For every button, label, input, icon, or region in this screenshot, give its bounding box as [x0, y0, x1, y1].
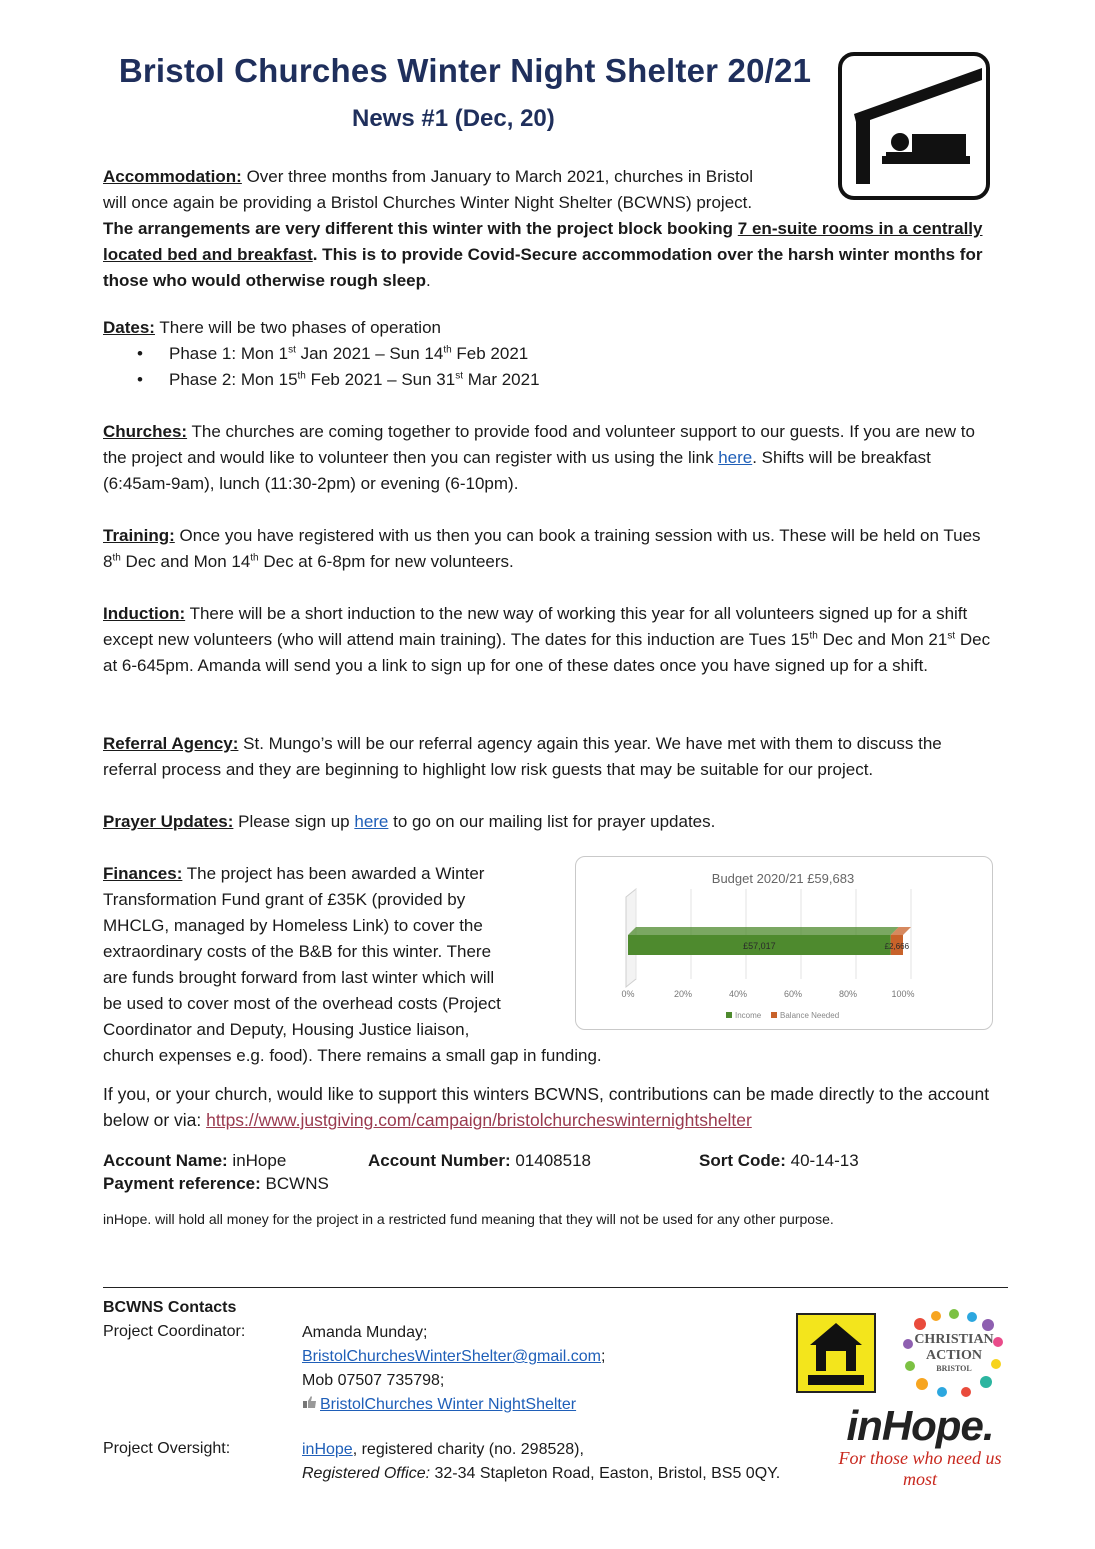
- inhope-link[interactable]: inHope: [302, 1441, 353, 1458]
- account-name: [103, 1151, 286, 1171]
- finances-line: are funds brought forward from last winter which will: [103, 968, 495, 987]
- bullet: •: [137, 370, 143, 389]
- phase-2-text: Feb 2021 – Sun 31: [305, 370, 456, 389]
- churches-text-1: The churches are coming together to provide food and volunteer support to our guests. If you are new to the project and would like to volunteer then you can register with us using the link: [103, 422, 975, 467]
- justgiving-link[interactable]: https://www.justgiving.com/campaign/bristolchurcheswinternightshelter: [206, 1110, 752, 1130]
- prayer-text-2: to go on our mailing list for prayer updates.: [388, 812, 716, 831]
- training-text: Dec and Mon 14: [120, 552, 251, 571]
- training-heading: Training:: [103, 526, 175, 545]
- facebook-like-icon: [302, 1393, 320, 1417]
- email-end: ;: [601, 1348, 606, 1365]
- fund-note: inHope. will hold all money for the project in a restricted fund meaning that they will not be used for any other purpose.: [103, 1211, 834, 1227]
- accommodation-arrangements: [103, 216, 993, 294]
- legend-swatch-0: [726, 1012, 732, 1018]
- induction-text: Dec and Mon 21: [817, 630, 948, 649]
- inhope-logo: [825, 1402, 1015, 1490]
- prayer-signup-link[interactable]: here: [354, 812, 389, 831]
- sort-code-value: 40-14-13: [785, 1151, 859, 1170]
- prayer-heading: Prayer Updates:: [103, 812, 234, 831]
- induction-section: [103, 601, 993, 679]
- dates-intro: There will be two phases of operation: [154, 318, 441, 337]
- budget-chart: [575, 856, 993, 1030]
- accommodation-text-1: Over three months from January to March 2021, churches in Bristol: [241, 167, 754, 186]
- finances-line: The project has been awarded a Winter: [182, 864, 485, 883]
- finances-line: Transformation Fund grant of £35K (provided by: [103, 890, 466, 909]
- bed-shelter-icon: [838, 52, 990, 200]
- superscript: th: [297, 370, 306, 382]
- x-tick-label: 60%: [783, 989, 803, 999]
- legend-label-0: Income: [735, 1011, 762, 1020]
- inhope-tagline: For those who need us most: [838, 1448, 1002, 1489]
- payment-reference-value: BCWNS: [260, 1174, 329, 1193]
- accommodation-bold-1: The arrangements are very different this winter with the project block booking: [103, 219, 738, 238]
- oversight-details: [302, 1438, 780, 1486]
- superscript: st: [947, 630, 956, 642]
- x-tick-label: 80%: [838, 989, 858, 999]
- coordinator-mobile: Mob 07507 735798;: [302, 1372, 445, 1389]
- divider: [103, 1287, 1008, 1288]
- coordinator-label: Project Coordinator:: [103, 1323, 246, 1340]
- x-tick-label: 40%: [728, 989, 748, 999]
- legend-swatch-1: [771, 1012, 777, 1018]
- office-label: Registered Office:: [302, 1465, 431, 1482]
- x-tick-label: 100%: [891, 989, 915, 999]
- oversight-text: , registered charity (no. 298528),: [352, 1441, 584, 1458]
- bar-label-0: £57,017: [743, 941, 776, 951]
- sort-code-label: Sort Code:: [699, 1151, 786, 1170]
- payment-reference: [103, 1174, 329, 1194]
- page-subtitle: News #1 (Dec, 20): [352, 105, 555, 132]
- inhope-logo-name: inHope.: [846, 1402, 994, 1449]
- accommodation-text-2: will once again be providing a Bristol Churches Winter Night Shelter (BCWNS) project.: [103, 193, 753, 212]
- account-name-label: Account Name:: [103, 1151, 228, 1170]
- induction-text: There will be a short induction to the new way of working this year for all volunteers signed up for a shift except new volunteers (who will attend main training). The dates for this induction are Tues 15: [103, 604, 968, 649]
- phase-1-text: Phase 1: Mon 1: [169, 344, 289, 363]
- finances-line: Coordinator and Deputy, Housing Justice liaison,: [103, 1020, 470, 1039]
- facebook-page-link[interactable]: BristolChurches Winter NightShelter: [320, 1396, 577, 1414]
- bullet: •: [137, 344, 143, 363]
- finances-line: extraordinary costs of the B&B for this winter. There: [103, 942, 492, 961]
- list-item: [103, 341, 993, 367]
- phase-1-text: Feb 2021: [451, 344, 529, 363]
- christian-action-bristol-logo: [900, 1308, 1008, 1400]
- dates-heading: Dates:: [103, 318, 155, 337]
- page-title: Bristol Churches Winter Night Shelter 20/21: [118, 52, 812, 89]
- coordinator-name: Amanda Munday;: [302, 1324, 428, 1341]
- sort-code: [699, 1151, 859, 1171]
- christian-action-text: CHRISTIAN: [914, 1332, 994, 1347]
- superscript: st: [455, 370, 463, 382]
- office-address: 32-34 Stapleton Road, Easton, Bristol, BS5 0QY.: [430, 1465, 781, 1482]
- bar-label-1: £2,666: [884, 942, 910, 951]
- account-number-value: 01408518: [510, 1151, 591, 1170]
- chart-title: Budget 2020/21 £59,683: [711, 871, 855, 886]
- finances-line: MHCLG, managed by Homeless Link) to cover the: [103, 916, 483, 935]
- x-tick-label: 20%: [673, 989, 693, 999]
- oversight-label: Project Oversight:: [103, 1440, 231, 1457]
- referral-text: St. Mungo’s will be our referral agency again this year. We have met with them to discuss the referral process and they are beginning to highlight low risk guests that may be suitable for our project.: [103, 734, 942, 779]
- superscript: th: [443, 344, 452, 356]
- finances-heading: Finances:: [103, 864, 183, 883]
- accommodation-rooms: 7 en-suite rooms in a centrally located bed and breakfast: [103, 219, 983, 264]
- christian-action-text: ACTION: [925, 1348, 982, 1363]
- volunteer-register-link[interactable]: here: [718, 448, 753, 467]
- accommodation-bold-2: . This is to provide Covid-Secure accommodation over the harsh winter months for those who would otherwise rough sleep: [103, 245, 983, 290]
- account-number: [368, 1151, 591, 1171]
- superscript: th: [250, 552, 259, 564]
- induction-heading: Induction:: [103, 604, 186, 623]
- superscript: th: [112, 552, 121, 564]
- accommodation-heading: Accommodation:: [103, 167, 242, 186]
- support-section: [103, 1081, 1003, 1133]
- bar-top-0: [628, 927, 899, 935]
- phase-2-text: Phase 2: Mon 15: [169, 370, 298, 389]
- dates-section: [103, 315, 993, 393]
- phase-1-text: Jan 2021 – Sun 14: [295, 344, 444, 363]
- prayer-section: [103, 809, 993, 835]
- accommodation-end: .: [426, 271, 431, 290]
- churches-heading: Churches:: [103, 422, 188, 441]
- referral-section: [103, 731, 993, 783]
- budget-chart-svg: [576, 857, 991, 1028]
- training-section: [103, 523, 993, 575]
- list-item: [103, 367, 993, 393]
- payment-reference-label: Payment reference:: [103, 1174, 261, 1193]
- referral-heading: Referral Agency:: [103, 734, 239, 753]
- accommodation-section: [103, 164, 823, 216]
- coordinator-email-link[interactable]: BristolChurchesWinterShelter@gmail.com: [302, 1348, 601, 1365]
- account-name-value: inHope: [227, 1151, 287, 1170]
- finances-line: be used to cover most of the overhead costs (Project: [103, 994, 501, 1013]
- phase-2-text: Mar 2021: [463, 370, 540, 389]
- account-number-label: Account Number:: [368, 1151, 511, 1170]
- churches-section: [103, 419, 993, 497]
- superscript: th: [809, 630, 818, 642]
- training-text: Dec at 6-8pm for new volunteers.: [258, 552, 514, 571]
- induction-text: Dec at 6-645pm. Amanda will send you a link to sign up for one of these dates once you have signed up for a shift.: [103, 630, 991, 675]
- x-tick-label: 0%: [621, 989, 635, 999]
- coordinator-details: [302, 1321, 605, 1417]
- christian-action-text: BRISTOL: [936, 1364, 972, 1373]
- finances-line: church expenses e.g. food). There remains a small gap in funding.: [103, 1046, 602, 1065]
- superscript: st: [288, 344, 296, 356]
- contacts-heading: BCWNS Contacts: [103, 1299, 237, 1316]
- legend-label-1: Balance Needed: [780, 1011, 840, 1020]
- housing-justice-night-shelters-logo: [796, 1313, 876, 1393]
- churches-text-2: . Shifts will be breakfast (6:45am-9am), lunch (11:30-2pm) or evening (6-10pm).: [103, 448, 931, 493]
- support-text: If you, or your church, would like to support this winters BCWNS, contributions can be made directly to the account below or via:: [103, 1084, 990, 1130]
- training-text: Once you have registered with us then you can book a training session with us. These will be held on Tues 8: [103, 526, 981, 571]
- prayer-text-1: Please sign up: [233, 812, 355, 831]
